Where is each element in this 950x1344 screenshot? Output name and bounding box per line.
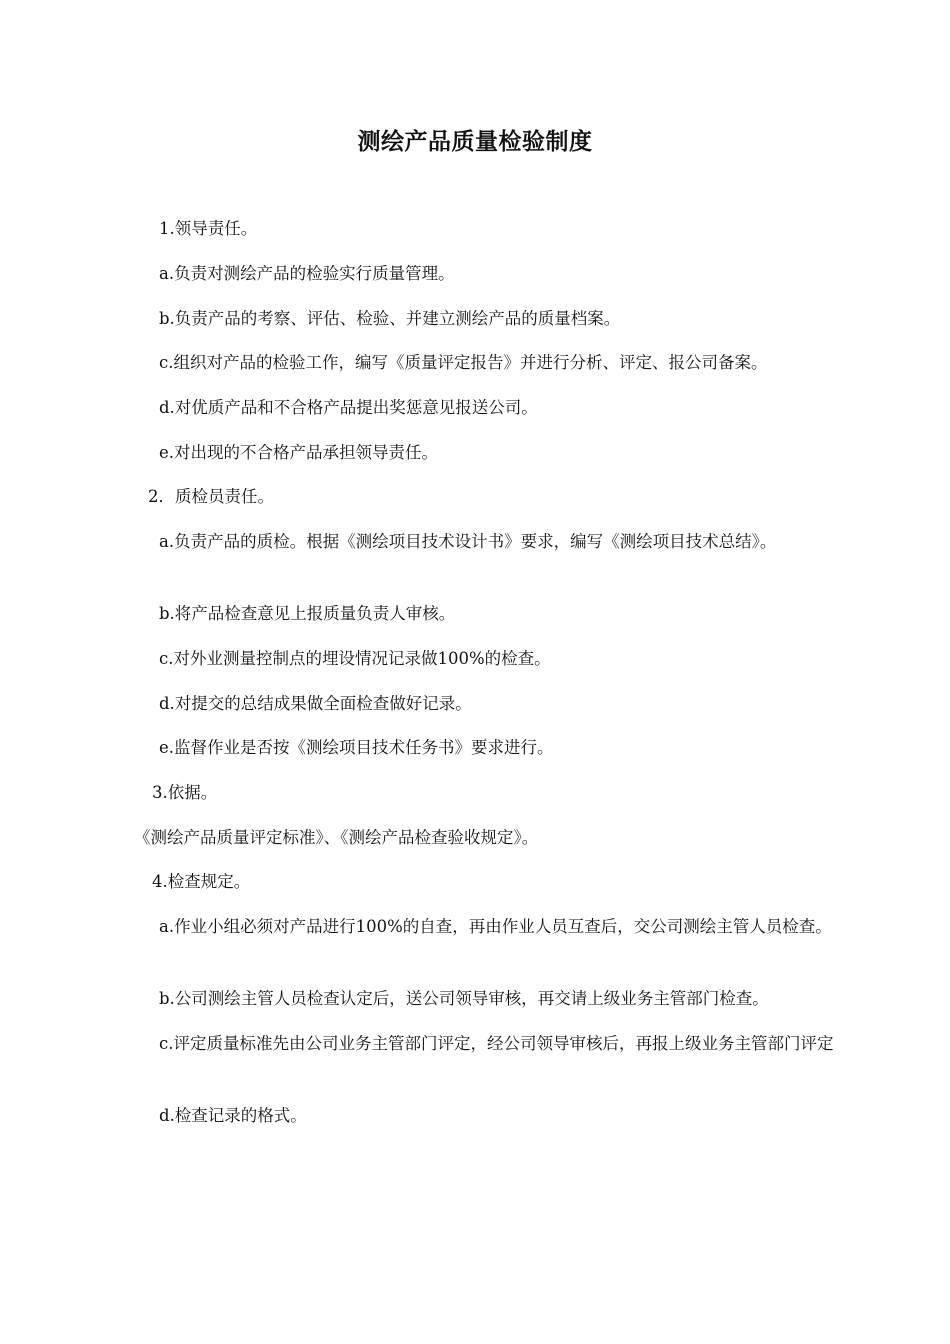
section-2-heading: 2．质检员责任。: [148, 487, 274, 506]
paragraph: a.负责对测绘产品的检验实行质量管理。: [159, 264, 455, 283]
section-4-heading: 4.检查规定。: [152, 872, 251, 891]
paragraph: c.对外业测量控制点的埋设情况记录做100%的检查。: [159, 649, 551, 668]
paragraph: a.作业小组必须对产品进行100%的自查，再由作业人员互查后，交公司测绘主管人员检查。: [159, 917, 832, 936]
paragraph: d.对提交的总结成果做全面检查做好记录。: [159, 694, 472, 713]
paragraph: e.监督作业是否按《测绘项目技术任务书》要求进行。: [159, 738, 554, 757]
paragraph: c.评定质量标准先由公司业务主管部门评定，经公司领导审核后，再报上级业务主管部门评定: [159, 1034, 834, 1053]
paragraph: d.对优质产品和不合格产品提出奖惩意见报送公司。: [159, 398, 538, 417]
section-3-heading: 3.依据。: [152, 783, 218, 802]
paragraph: a.负责产品的质检。根据《测绘项目技术设计书》要求，编写《测绘项目技术总结》。: [159, 532, 777, 551]
paragraph: e.对出现的不合格产品承担领导责任。: [159, 443, 439, 462]
paragraph: d.检查记录的格式。: [159, 1106, 307, 1125]
paragraph: b.将产品检查意见上报质量负责人审核。: [159, 604, 456, 623]
document-title: 测绘产品质量检验制度: [357, 129, 593, 155]
paragraph: b.负责产品的考察、评估、检验、并建立测绘产品的质量档案。: [159, 309, 621, 328]
paragraph: c.组织对产品的检验工作，编写《质量评定报告》并进行分析、评定、报公司备案。: [159, 353, 768, 372]
section-1-heading: 1.领导责任。: [159, 219, 258, 238]
paragraph: 《测绘产品质量评定标准》、《测绘产品检查验收规定》。: [134, 828, 539, 847]
paragraph: b.公司测绘主管人员检查认定后，送公司领导审核，再交请上级业务主管部门检查。: [159, 989, 769, 1008]
